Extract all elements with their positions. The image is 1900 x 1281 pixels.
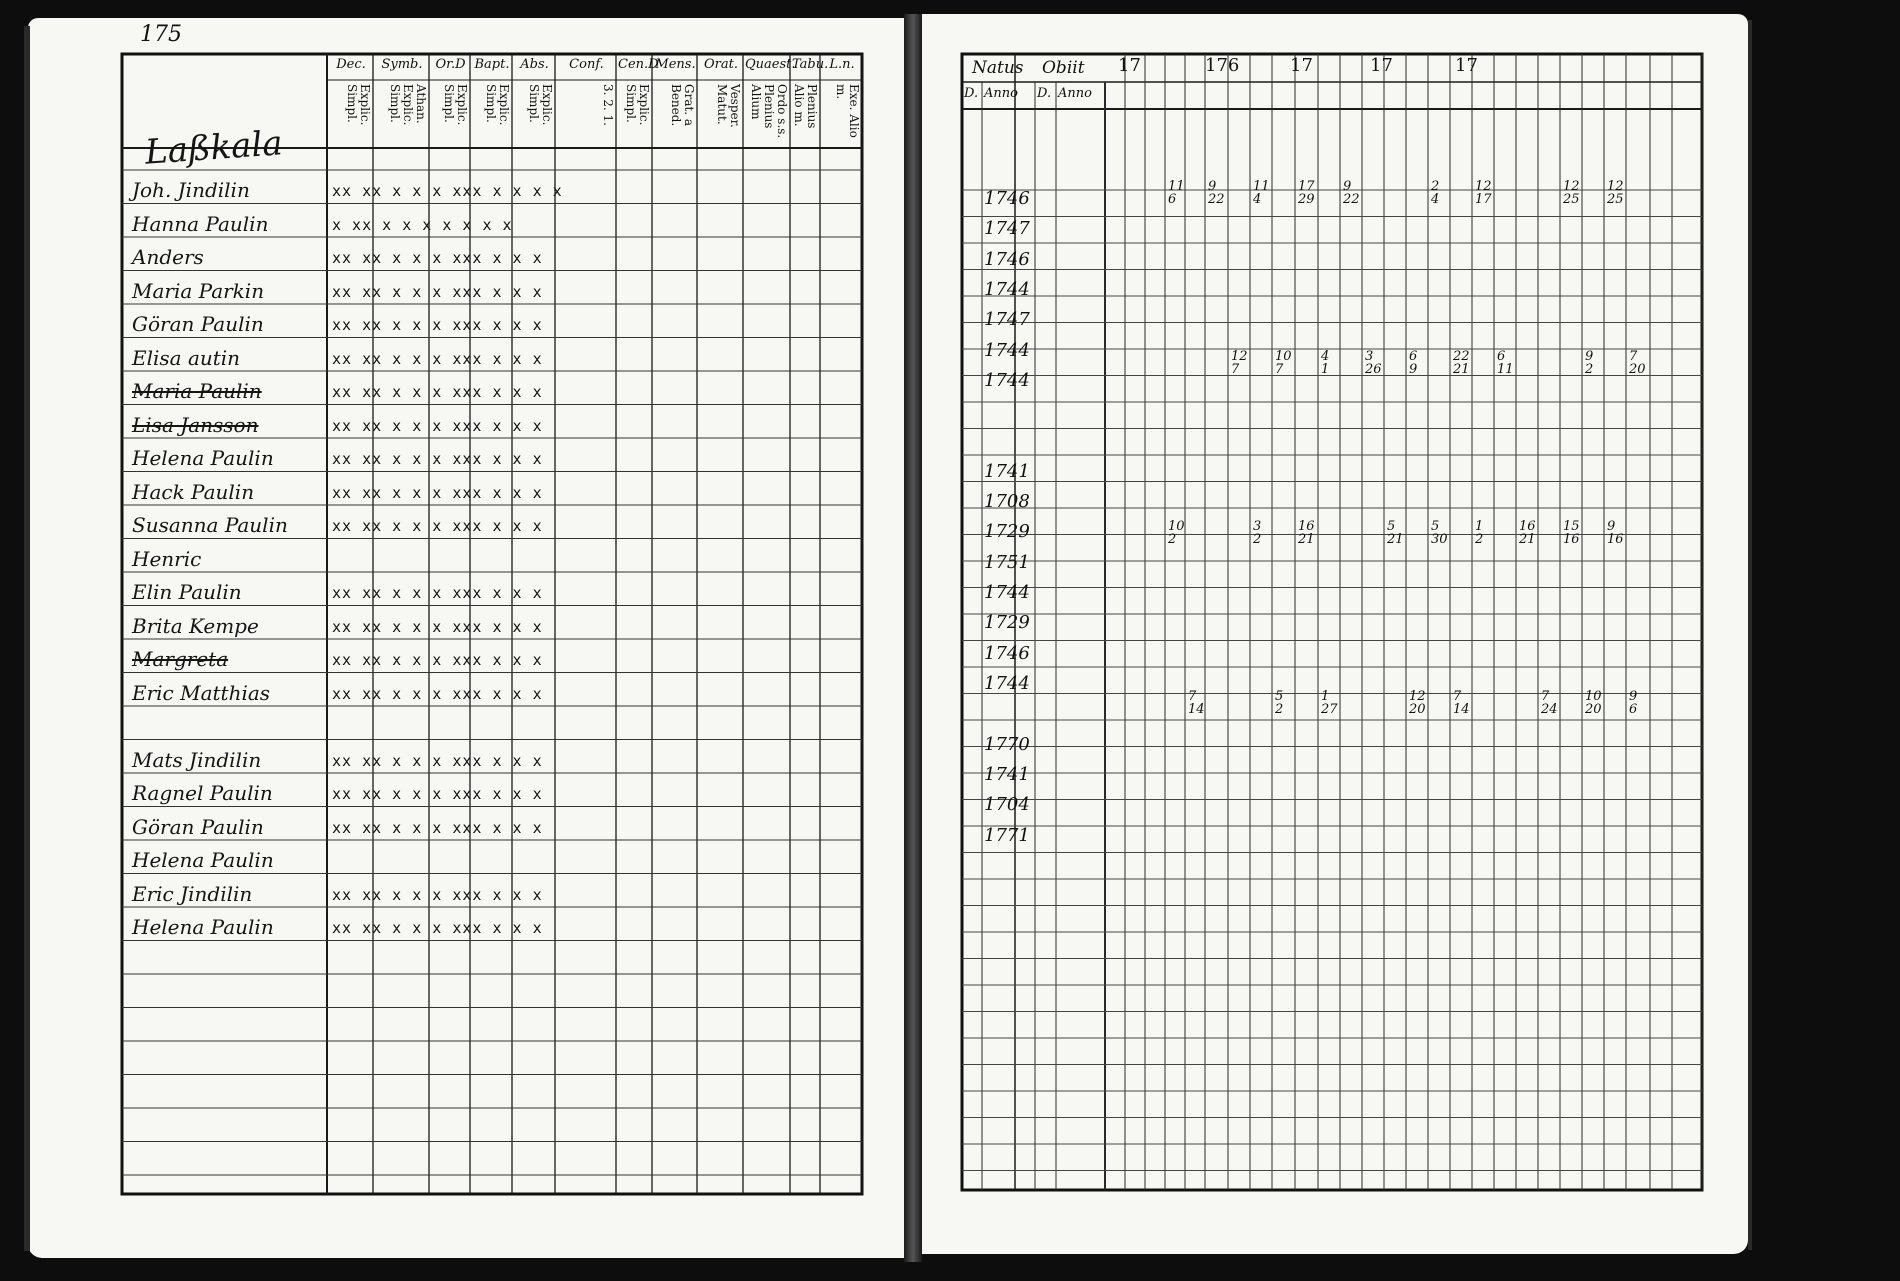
person-name: Elin Paulin (132, 580, 242, 604)
catechism-marks: xx xx x x x xxx x x x (332, 684, 543, 703)
date-entry: 7 20 (1629, 349, 1646, 377)
column-subheader: Vesper. Matut. (715, 84, 742, 128)
person-name: Lisa Jansson (132, 412, 259, 437)
year-header: 176 (1205, 55, 1240, 76)
column-subheader: Explic. Simpl. (484, 84, 511, 126)
birth-year: 1708 (984, 491, 1030, 513)
column-subheader: Exe. Alio m. (834, 84, 861, 138)
column-subheader: Athan. Explic. Simpl. (388, 84, 428, 126)
catechism-marks: x xx x x x x x x x (332, 215, 513, 234)
birth-year: 1704 (984, 794, 1030, 816)
column-header: Or.D (435, 57, 466, 72)
date-entry: 6 9 (1409, 349, 1418, 377)
date-entry: 12 17 (1475, 179, 1492, 207)
year-header: 17 (1455, 55, 1478, 76)
date-entry: 9 16 (1607, 519, 1624, 547)
catechism-marks: xx xx x x x xxx x x x (332, 617, 543, 636)
column-header: Abs. (520, 57, 549, 72)
birth-year: 1744 (984, 278, 1030, 300)
date-entry: 5 30 (1431, 519, 1448, 547)
header-obiit: Obiit (1042, 58, 1085, 78)
birth-year: 1746 (984, 188, 1030, 209)
catechism-marks: xx xx x x x xxx x x x (332, 383, 543, 401)
table-border (962, 54, 1702, 1190)
header-anno2: Anno (1058, 86, 1092, 101)
page-number: 175 (140, 22, 182, 47)
catechism-marks: xx xx x x x xxx x x x (332, 885, 543, 904)
catechism-marks: xx xx x x x xxx x x x (332, 316, 543, 334)
catechism-marks: xx xx x x x xxx x x x (332, 584, 543, 602)
birth-year: 1746 (984, 248, 1030, 270)
date-entry: 10 2 (1168, 519, 1185, 547)
catechism-marks: xx xx x x x xxx x x x (332, 919, 543, 937)
year-header: 17 (1290, 55, 1313, 76)
date-entry: 5 21 (1387, 519, 1404, 547)
birth-year: 1744 (984, 369, 1030, 391)
date-entry: 9 6 (1629, 689, 1638, 717)
person-name: Maria Parkin (132, 278, 265, 303)
year-header: 17 (1370, 55, 1393, 76)
date-entry: 7 14 (1453, 689, 1470, 717)
column-header: Dec. (336, 57, 366, 72)
person-name: Helena Paulin (132, 446, 274, 470)
catechism-marks: xx xx x x x xxx x x x (332, 282, 543, 301)
column-header: Quaest. (745, 57, 796, 72)
date-entry: 4 1 (1321, 349, 1330, 377)
person-name: Henric (132, 546, 202, 571)
date-entry: 9 2 (1585, 349, 1594, 377)
catechism-marks: xx xx x x x xxx x x x (332, 818, 543, 837)
column-header: Bapt. (474, 57, 510, 72)
village-title: Laßkala (143, 123, 284, 173)
person-name: Ragnel Paulin (132, 781, 273, 805)
birth-year: 1747 (984, 218, 1030, 240)
date-entry: 1 2 (1475, 519, 1484, 547)
catechism-marks: xx xx x x x xxx x x x (332, 450, 543, 468)
birth-year: 1751 (984, 551, 1030, 573)
header-d: D. (964, 86, 979, 101)
date-entry: 2 4 (1431, 179, 1440, 207)
date-entry: 10 7 (1275, 349, 1292, 377)
date-entry: 10 20 (1585, 689, 1602, 717)
person-name: Margreta (132, 647, 229, 671)
date-entry: 17 29 (1298, 179, 1315, 207)
birth-year: 1746 (984, 642, 1030, 664)
person-name: Hanna Paulin (132, 211, 269, 236)
date-entry: 7 14 (1188, 689, 1205, 717)
date-entry: 15 16 (1563, 519, 1580, 547)
date-entry: 9 22 (1343, 179, 1360, 207)
person-name: Brita Kempe (132, 613, 259, 638)
person-name: Susanna Paulin (132, 513, 288, 537)
column-subheader: Explic. Simpl. (442, 84, 469, 126)
date-entry: 6 11 (1497, 349, 1514, 377)
date-entry: 16 21 (1519, 519, 1536, 547)
column-subheader: Ordo s.s. Plenius Alium (749, 84, 789, 139)
birth-year: 1744 (984, 582, 1030, 604)
date-entry: 22 21 (1453, 349, 1470, 377)
column-subheader: Explic. Simpl. (527, 84, 554, 126)
catechism-marks: xx xx x x x xxx x x x (332, 651, 543, 669)
birth-year: 1744 (984, 673, 1030, 695)
column-subheader: Plenius Alio m. (792, 84, 819, 129)
person-name: Helena Paulin (132, 848, 274, 872)
person-name: Göran Paulin (132, 814, 264, 839)
date-entry: 3 26 (1365, 349, 1382, 377)
birth-year: 1741 (984, 764, 1030, 786)
person-name: Helena Paulin (132, 915, 274, 939)
header-natus: Natus (972, 58, 1024, 78)
date-entry: 16 21 (1298, 519, 1315, 547)
date-entry: 12 25 (1607, 179, 1624, 207)
date-entry: 12 20 (1409, 689, 1426, 717)
year-header: 17 (1118, 55, 1141, 76)
date-entry: 1 27 (1321, 689, 1338, 717)
catechism-marks: xx xx x x x xxx x x x (332, 416, 543, 435)
column-header: Cen.D (618, 57, 659, 72)
date-entry: 9 22 (1208, 179, 1225, 207)
column-header: Symb. (381, 57, 423, 72)
birth-year: 1744 (984, 339, 1030, 361)
person-name: Hack Paulin (132, 479, 255, 504)
column-header: Tabu. (792, 57, 829, 72)
date-entry: 7 24 (1541, 689, 1558, 717)
date-entry: 5 2 (1275, 689, 1284, 717)
birth-year: 1771 (984, 824, 1030, 846)
person-name: Eric Jindilin (132, 881, 253, 906)
column-header: Orat. (704, 57, 738, 72)
column-subheader: 3. 2. 1. (601, 84, 615, 126)
catechism-marks: xx xx x x x xxx x x x (332, 349, 543, 368)
catechism-marks: xx xx x x x xxx x x x (332, 249, 543, 267)
birth-year: 1741 (984, 460, 1030, 482)
date-entry: 12 7 (1231, 349, 1248, 377)
column-subheader: Explic. Simpl. (624, 84, 651, 126)
column-subheader: Explic. Simpl. (345, 84, 372, 126)
column-header: L.n. (829, 57, 855, 72)
date-entry: 12 25 (1563, 179, 1580, 207)
column-header: Conf. (569, 57, 604, 72)
date-entry: 11 4 (1253, 179, 1270, 207)
column-subheader: Grat. a Bened. (669, 84, 696, 127)
person-name: Maria Paulin (132, 379, 262, 403)
birth-year: 1747 (984, 309, 1030, 331)
birth-year: 1770 (984, 733, 1030, 755)
birth-year: 1729 (984, 521, 1030, 543)
birth-year: 1729 (984, 612, 1030, 634)
catechism-marks: xx xx x x x xxx x x x (332, 785, 543, 803)
person-name: Eric Matthias (132, 680, 271, 705)
person-name: Joh. Jindilin (132, 178, 250, 202)
catechism-marks: xx xx x x x xxx x x x x (332, 182, 563, 200)
catechism-marks: xx xx x x x xxx x x x (332, 517, 543, 535)
person-name: Anders (132, 245, 204, 269)
header-d2: D. (1037, 86, 1052, 101)
header-anno: Anno (984, 86, 1018, 101)
person-name: Elisa autin (132, 345, 241, 370)
date-entry: 3 2 (1253, 519, 1262, 547)
catechism-marks: xx xx x x x xxx x x x (332, 751, 543, 770)
person-name: Göran Paulin (132, 312, 264, 336)
catechism-marks: xx xx x x x xxx x x x (332, 483, 543, 502)
column-header: Mens. (655, 57, 696, 72)
person-name: Mats Jindilin (132, 747, 262, 772)
date-entry: 11 6 (1168, 179, 1185, 207)
